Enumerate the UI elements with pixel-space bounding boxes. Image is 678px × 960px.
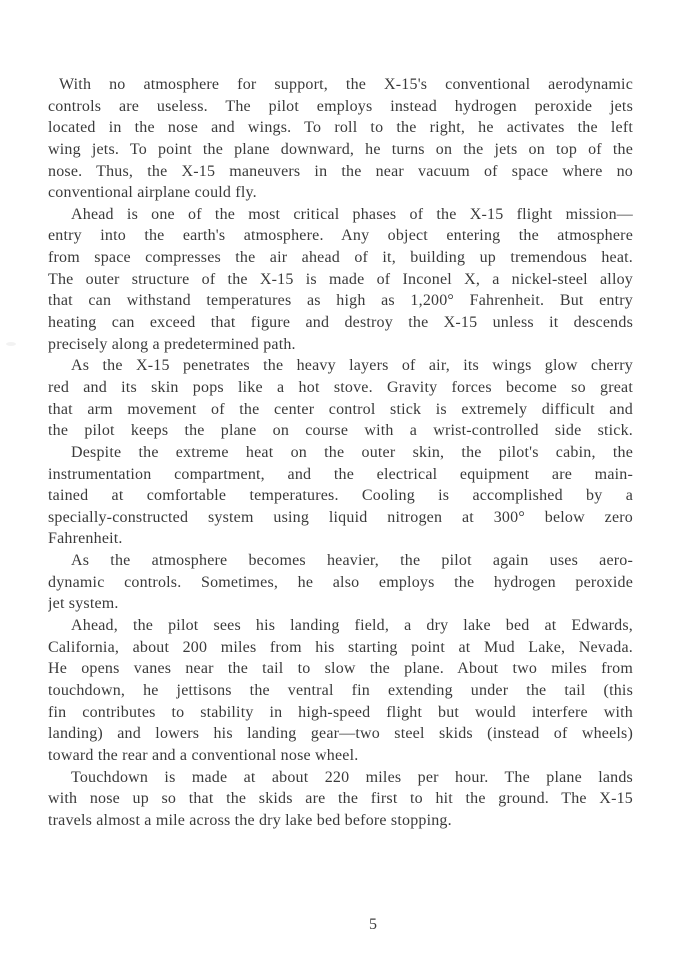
paragraph xyxy=(48,355,633,442)
paragraph xyxy=(48,767,633,832)
text-line: landing) and lowers his landing gear—two steel skids (instead of wheels) xyxy=(48,725,633,743)
text-line: dynamic controls. Sometimes, he also employs the hydrogen peroxide xyxy=(48,573,633,591)
text-line: conventional airplane could fly. xyxy=(48,184,257,202)
text-line: the pilot keeps the plane on course with a wrist-controlled side stick. xyxy=(48,422,633,440)
text-line: As the X-15 penetrates the heavy layers of air, its wings glow cherry xyxy=(71,357,633,375)
text-line: travels almost a mile across the dry lake bed before stopping. xyxy=(48,811,452,829)
paragraph xyxy=(48,550,633,615)
text-line: The outer structure of the X-15 is made of Inconel X, a nickel-steel alloy xyxy=(48,270,633,288)
text-line: jet system. xyxy=(48,595,119,613)
text-line: With no atmosphere for support, the X-15's conventional aerodynamic xyxy=(59,76,633,93)
text-line: located in the nose and wings. To roll to the right, he activates the left xyxy=(48,119,633,137)
text-line: As the atmosphere becomes heavier, the pilot again uses aero- xyxy=(71,552,633,570)
text-line: red and its skin pops like a hot stove. Gravity forces become so great xyxy=(48,378,633,396)
text-line: Ahead is one of the most critical phases of the X-15 flight mission— xyxy=(71,205,633,223)
text-line: entry into the earth's atmosphere. Any object entering the atmosphere xyxy=(48,227,633,245)
text-line: Touchdown is made at about 220 miles per hour. The plane lands xyxy=(71,768,633,786)
paragraph xyxy=(48,442,633,550)
text-line: that arm movement of the center control stick is extremely difficult and xyxy=(48,400,633,418)
scan-artifact xyxy=(6,342,16,346)
text-line: Despite the extreme heat on the outer skin, the pilot's cabin, the xyxy=(71,443,633,461)
paragraph xyxy=(48,204,633,355)
text-line: instrumentation compartment, and the electrical equipment are main- xyxy=(48,465,633,483)
text-line: California, about 200 miles from his starting point at Mud Lake, Nevada. xyxy=(48,638,633,656)
text-line: that can withstand temperatures as high as 1,200° Fahrenheit. But entry xyxy=(48,292,633,310)
page-number: 5 xyxy=(369,916,377,933)
text-line: tained at comfortable temperatures. Cooling is accomplished by a xyxy=(48,487,633,505)
text-line: nose. Thus, the X-15 maneuvers in the near vacuum of space where no xyxy=(48,162,633,180)
text-line: Fahrenheit. xyxy=(48,530,123,548)
text-line: from space compresses the air ahead of it, building up tremendous heat. xyxy=(48,249,633,267)
text-line: with nose up so that the skids are the first to hit the ground. The X-15 xyxy=(48,790,633,808)
text-line: He opens vanes near the tail to slow the plane. About two miles from xyxy=(48,660,633,678)
text-line: heating can exceed that figure and destroy the X-15 unless it descends xyxy=(48,314,633,332)
body-text xyxy=(48,74,633,831)
text-line: fin contributes to stability in high-speed flight but would interfere with xyxy=(48,703,633,721)
text-line: toward the rear and a conventional nose wheel. xyxy=(48,746,359,764)
text-line: controls are useless. The pilot employs instead hydrogen peroxide jets xyxy=(48,97,633,115)
paragraph xyxy=(48,615,633,766)
text-line: touchdown, he jettisons the ventral fin extending under the tail (this xyxy=(48,681,633,699)
paragraph xyxy=(48,74,633,204)
text-line: precisely along a predetermined path. xyxy=(48,335,296,353)
text-line: wing jets. To point the plane downward, he turns on the jets on top of the xyxy=(48,140,633,158)
text-line: specially-constructed system using liquid nitrogen at 300° below zero xyxy=(48,508,633,526)
text-line: Ahead, the pilot sees his landing field, a dry lake bed at Edwards, xyxy=(71,617,633,635)
